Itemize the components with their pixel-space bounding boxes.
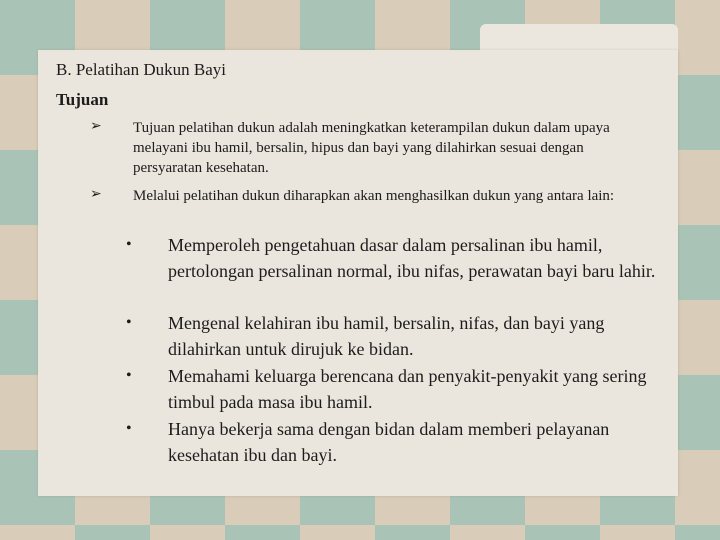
bullet-dot-icon: • bbox=[126, 367, 132, 384]
bullet-dot-icon: • bbox=[126, 420, 132, 437]
bullet-item-text: Mengenal kelahiran ibu hamil, bersalin, nifas, dan bayi yang dilahirkan untuk dirujuk ke bidan. bbox=[168, 313, 605, 359]
section-title: B. Pelatihan Dukun Bayi bbox=[56, 60, 226, 79]
bullet-item-text: Hanya bekerja sama dengan bidan dalam memberi pelayanan kesehatan ibu dan bayi. bbox=[168, 419, 610, 465]
arrow-bullet-icon: ➢ bbox=[90, 118, 102, 134]
arrow-item-text: Tujuan pelatihan dukun adalah meningkatkan keterampilan dukun dalam upaya melayani ibu hamil, bersalin, hipus dan bayi yang dilahirkan sesuai dengan persyaratan kesehatan. bbox=[133, 120, 610, 176]
arrow-item-text: Melalui pelatihan dukun diharapkan akan menghasilkan dukun yang antara lain: bbox=[133, 188, 615, 204]
arrow-bullet-icon: ➢ bbox=[90, 186, 102, 202]
bullet-dot-icon: • bbox=[126, 314, 132, 331]
subtitle: Tujuan bbox=[56, 90, 109, 109]
bullet-item-text: Memahami keluarga berencana dan penyakit-penyakit yang sering timbul pada masa ibu hamil. bbox=[168, 366, 647, 412]
bullet-item-text: Memperoleh pengetahuan dasar dalam persalinan ibu hamil, pertolongan persalinan normal, ibu nifas, perawatan bayi baru lahir. bbox=[168, 235, 656, 281]
bullet-dot-icon: • bbox=[126, 236, 132, 253]
